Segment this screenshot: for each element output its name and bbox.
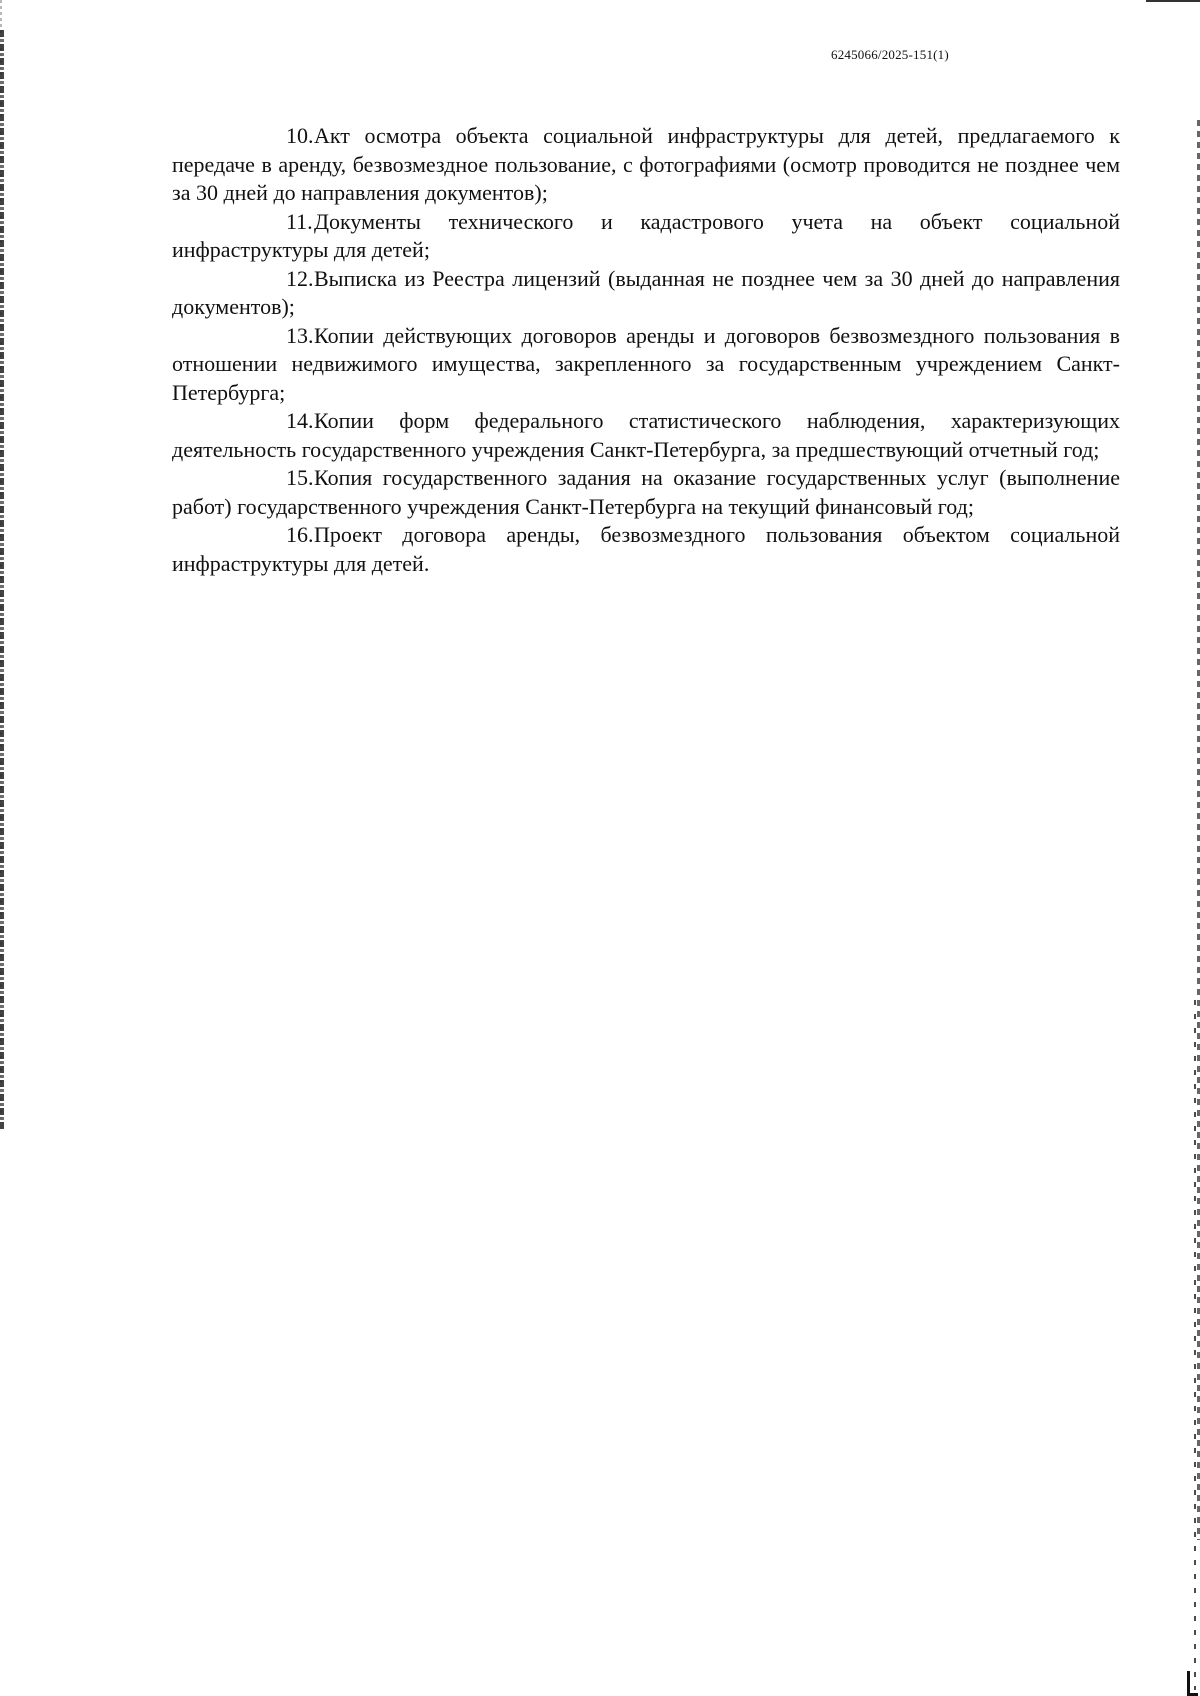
document-body	[172, 122, 1120, 578]
item-text: Копии действующих договоров аренды и договоров безвозмездного пользования в отношении недвижимого имущества, закрепленного за государственным учреждением Санкт-Петербурга;	[172, 322, 1120, 405]
item-text: Выписка из Реестра лицензий (выданная не позднее чем за 30 дней до направления документов);	[172, 265, 1120, 319]
list-item	[172, 521, 1120, 578]
item-text: Проект договора аренды, безвозмездного пользования объектом социальной инфраструктуры для детей.	[172, 522, 1120, 576]
item-number: 16.	[286, 522, 314, 547]
item-number: 13.	[286, 322, 314, 348]
document-id-number: 6245066/2025-151(1)	[831, 47, 949, 62]
scan-edge-artifact-left	[0, 30, 4, 1130]
scan-top-line	[1146, 0, 1200, 2]
scan-corner-bracket	[1187, 1671, 1198, 1696]
list-item	[172, 322, 1120, 408]
item-text: Копия государственного задания на оказание государственных услуг (выполнение работ) государственного учреждения Санкт-Петербурга на текущий финансовый год;	[172, 465, 1120, 519]
scan-edge-artifact-right-dashed	[1194, 1000, 1196, 1690]
list-item	[172, 208, 1120, 265]
item-number: 14.	[286, 408, 314, 433]
item-number: 15.	[286, 465, 314, 490]
item-text: Документы технического и кадастрового учета на объект социальной инфраструктуры для детей;	[172, 208, 1120, 262]
list-item	[172, 122, 1120, 208]
list-item	[172, 265, 1120, 322]
list-item	[172, 407, 1120, 464]
item-number: 11.	[286, 208, 313, 234]
item-number: 12.	[286, 265, 314, 291]
item-text: Акт осмотра объекта социальной инфраструктуры для детей, предлагаемого к передаче в аренду, безвозмездное пользование, с фотографиями (осмотр проводится не позднее чем за 30 дней до направления документов);	[172, 123, 1120, 205]
list-item	[172, 464, 1120, 521]
item-number: 10.	[286, 123, 314, 148]
item-text: Копии форм федерального статистического наблюдения, характеризующих деятельность государственного учреждения Санкт-Петербурга, за предшествующий отчетный год;	[172, 408, 1120, 462]
